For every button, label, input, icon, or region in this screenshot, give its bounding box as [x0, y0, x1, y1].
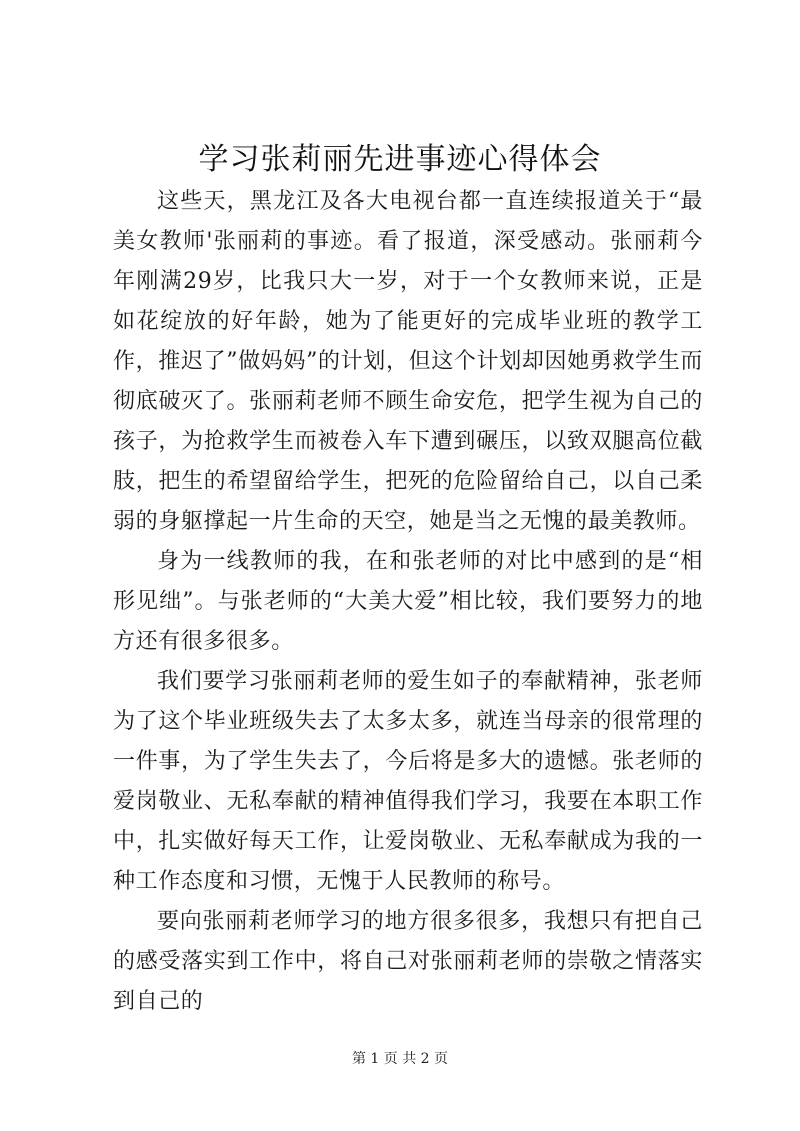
- paragraph-2: 身为一线教师的我，在和张老师的对比中感到的是“相形见绌”。与张老师的“大美大爱”相比较，我们要努力的地方还有很多很多。: [113, 549, 703, 654]
- document-title: 学习张莉丽先进事迹心得体会: [198, 142, 602, 177]
- document-body: [113, 182, 703, 1022]
- paragraph-1: 这些天，黑龙江及各大电视台都一直连续报道关于“最美女教师'张丽莉的事迹。看了报道，深受感动。张丽莉今年刚满29岁，比我只大一岁，对于一个女教师来说，正是如花绽放的好年龄，她为了能更好的完成毕业班的教学工作，推迟了”做妈妈”的计划，但这个计划却因她勇救学生而彻底破灭了。张丽莉老师不顾生命安危，把学生视为自己的孩子，为抢救学生而被卷入车下遭到碾压，以致双腿高位截肢，把生的希望留给学生，把死的危险留给自己，以自己柔弱的身躯撑起一片生命的天空，她是当之无愧的最美教师。: [113, 189, 703, 534]
- paragraph-3: 我们要学习张丽莉老师的爱生如子的奉献精神，张老师为了这个毕业班级失去了太多太多，就连当母亲的很常理的一件事，为了学生失去了，今后将是多大的遗憾。张老师的爱岗敬业、无私奉献的精神值得我们学习，我要在本职工作中，扎实做好每天工作，让爱岗敬业、无私奉献成为我的一种工作态度和习惯，无愧于人民教师的称号。: [113, 669, 703, 894]
- page-number-footer: 第 1 页 共 2 页: [351, 1051, 449, 1067]
- paragraph-4: 要向张丽莉老师学习的地方很多很多，我想只有把自己的感受落实到工作中，将自己对张丽莉老师的崇敬之情落实到自己的: [113, 909, 703, 1014]
